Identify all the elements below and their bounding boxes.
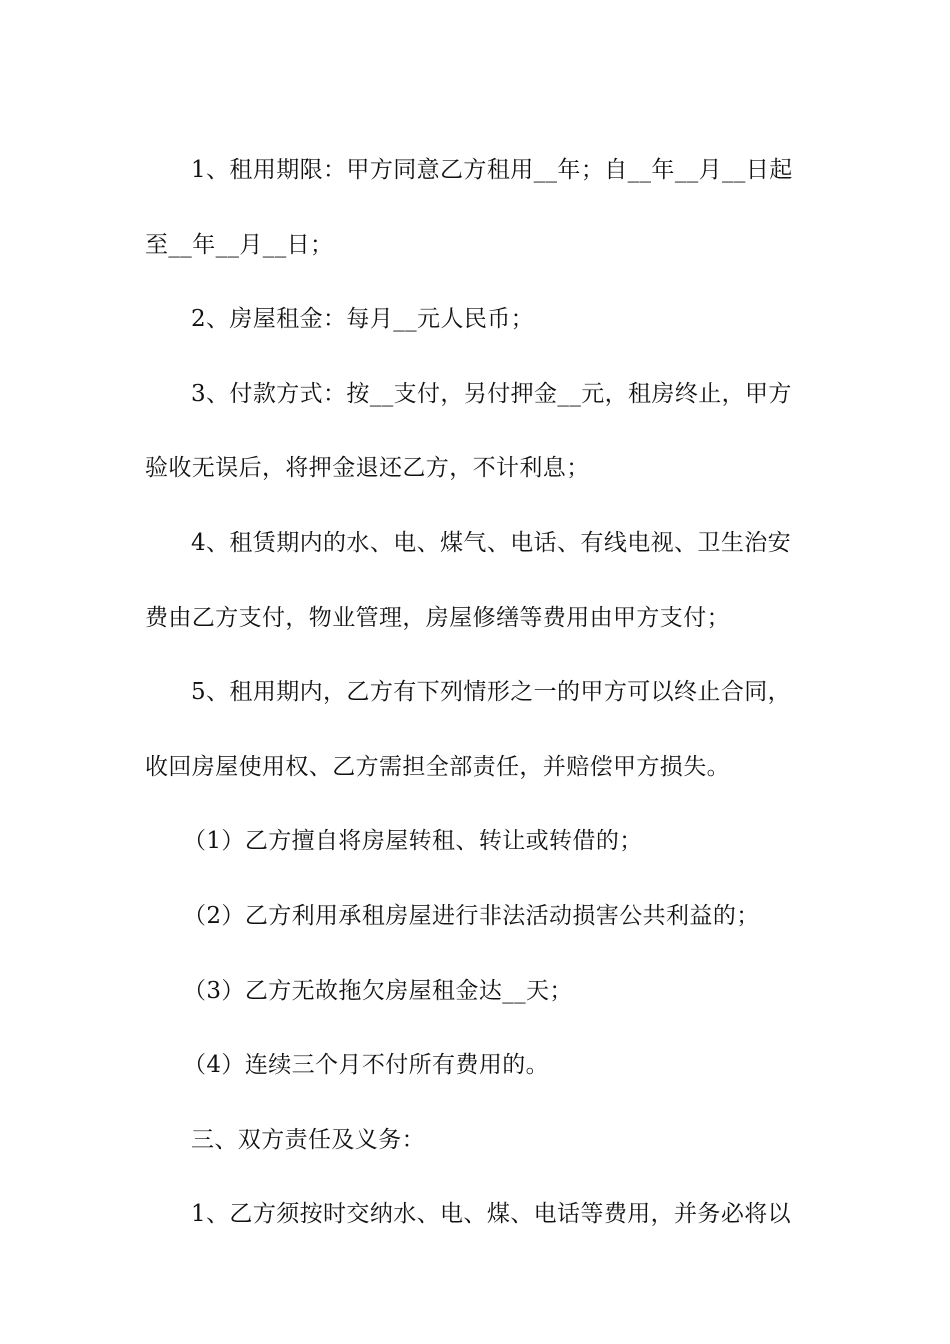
clause-2: 2、房屋租金：每月__元人民币； [191, 306, 535, 333]
clause-3-line-1: 3、付款方式：按__支付，另付押金__元，租房终止，甲方 [191, 380, 792, 407]
sub-item-2: （2）乙方利用承租房屋进行非法活动损害公共利益的； [183, 902, 760, 929]
document-body [145, 133, 810, 1252]
clause-3-line-2: 验收无误后，将押金退还乙方，不计利息； [145, 455, 590, 482]
clause-5-line-2: 收回房屋使用权、乙方需担全部责任，并赔偿甲方损失。 [145, 753, 730, 780]
sub-item-3: （3）乙方无故拖欠房屋租金达__天； [183, 977, 573, 1004]
clause-4-line-2: 费由乙方支付，物业管理，房屋修缮等费用由甲方支付； [145, 604, 730, 631]
sub-item-4: （4）连续三个月不付所有费用的。 [183, 1052, 550, 1079]
clause-4-line-1: 4、租赁期内的水、电、煤气、电话、有线电视、卫生治安 [191, 529, 792, 556]
section-heading-3: 三、双方责任及义务： [191, 1126, 425, 1153]
clause-1-line-2: 至__年__月__日； [145, 231, 334, 258]
section-3-clause-1-line-1: 1、乙方须按时交纳水、电、煤、电话等费用，并务必将以 [191, 1201, 792, 1228]
clause-5-line-1: 5、租用期内，乙方有下列情形之一的甲方可以终止合同， [191, 679, 792, 706]
sub-item-1: （1）乙方擅自将房屋转租、转让或转借的； [183, 828, 643, 855]
clause-1-line-1: 1、租用期限：甲方同意乙方租用__年；自__年__月__日起 [191, 157, 793, 183]
